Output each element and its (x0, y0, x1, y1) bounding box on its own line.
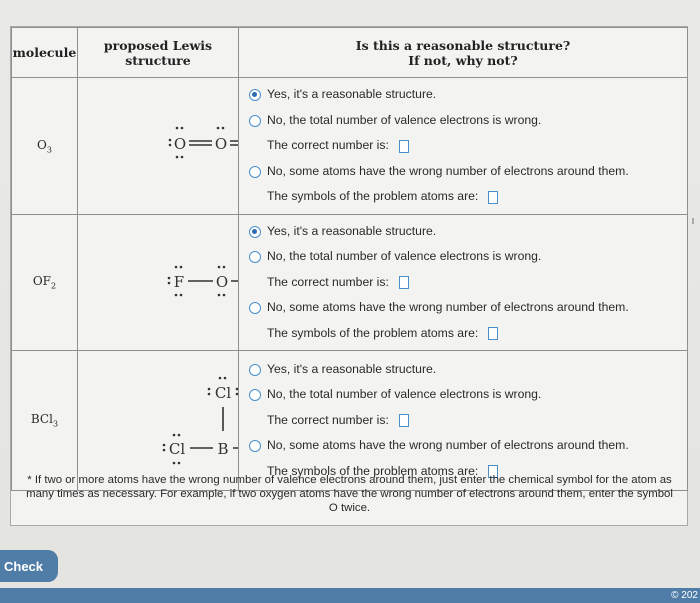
atom-b-center: B (217, 440, 229, 458)
option-atoms-bcl3[interactable]: No, some atoms have the wrong number of electrons around them. (249, 433, 687, 459)
lewis-cell-o3 (77, 78, 238, 215)
symbols-o3: The symbols of the problem atoms are: (249, 184, 687, 210)
molecule-bcl3: BCl$_3$ (12, 351, 78, 491)
correct-number-input[interactable] (399, 276, 409, 289)
table-row (12, 215, 688, 351)
radio-icon[interactable] (249, 389, 261, 401)
option-atoms-o3[interactable]: No, some atoms have the wrong number of electrons around them. (249, 159, 687, 185)
radio-icon[interactable] (249, 440, 261, 452)
option-valence-o3[interactable]: No, the total number of valence electrons is wrong. (249, 108, 687, 134)
molecule-of2: $OF_2$ (12, 215, 78, 351)
atom-o-center: O (215, 273, 229, 291)
symbols-bcl3: The symbols of the problem atoms are: (249, 459, 687, 485)
atom-o-center: O (214, 135, 228, 153)
header-molecule: molecule (12, 28, 78, 78)
option-yes-of2[interactable]: Yes, it's a reasonable structure. (249, 219, 687, 245)
options-of2 (238, 215, 687, 351)
atom-o-left: O (173, 135, 187, 153)
lewis-structure-bcl3 (78, 351, 238, 485)
option-yes-o3[interactable]: Yes, it's a reasonable structure. (249, 82, 687, 108)
correct-number-o3: The correct number is: (249, 133, 687, 159)
radio-icon[interactable] (249, 166, 261, 178)
option-yes-bcl3[interactable]: Yes, it's a reasonable structure. (249, 357, 687, 383)
lewis-table (11, 27, 688, 491)
lewis-structure-o3 (78, 78, 238, 209)
symbols-input[interactable] (488, 191, 498, 204)
atom-cl-top: Cl (214, 384, 232, 402)
scrollbar[interactable] (692, 218, 694, 224)
radio-selected-icon[interactable] (249, 89, 261, 101)
footnote: * If two or more atoms have the wrong number of valence electrons around them, just enter the chemical symbol for the atom as many times as necessary. For example, if two oxygen atoms have the wrong number of electrons around them, enter the symbol O twice. (26, 474, 673, 514)
option-valence-bcl3[interactable]: No, the total number of valence electrons is wrong. (249, 382, 687, 408)
copyright: © 202 (671, 590, 698, 601)
atom-f-left: F (173, 273, 185, 291)
question-panel (10, 26, 688, 526)
correct-number-of2: The correct number is: (249, 270, 687, 296)
atom-cl-left: Cl (168, 440, 186, 458)
options-bcl3 (238, 351, 687, 491)
lewis-cell-of2 (77, 215, 238, 351)
correct-number-input[interactable] (399, 414, 409, 427)
header-question: Is this a reasonable structure? If not, why not? (238, 28, 687, 78)
molecule-o3: $O_3$ (12, 78, 78, 215)
symbols-of2: The symbols of the problem atoms are: (249, 321, 687, 347)
correct-number-bcl3: The correct number is: (249, 408, 687, 434)
radio-icon[interactable] (249, 251, 261, 263)
lewis-cell-bcl3 (77, 351, 238, 491)
radio-icon[interactable] (249, 364, 261, 376)
radio-icon[interactable] (249, 302, 261, 314)
table-row (12, 351, 688, 491)
radio-icon[interactable] (249, 115, 261, 127)
lewis-structure-of2 (78, 215, 238, 345)
options-o3 (238, 78, 687, 215)
option-atoms-of2[interactable]: No, some atoms have the wrong number of electrons around them. (249, 295, 687, 321)
option-valence-of2[interactable]: No, the total number of valence electrons is wrong. (249, 244, 687, 270)
footer-bar (0, 588, 700, 603)
correct-number-input[interactable] (399, 140, 409, 153)
table-row (12, 78, 688, 215)
check-button[interactable]: Check (0, 550, 58, 582)
radio-selected-icon[interactable] (249, 226, 261, 238)
header-proposed: proposed Lewis structure (77, 28, 238, 78)
symbols-input[interactable] (488, 327, 498, 340)
